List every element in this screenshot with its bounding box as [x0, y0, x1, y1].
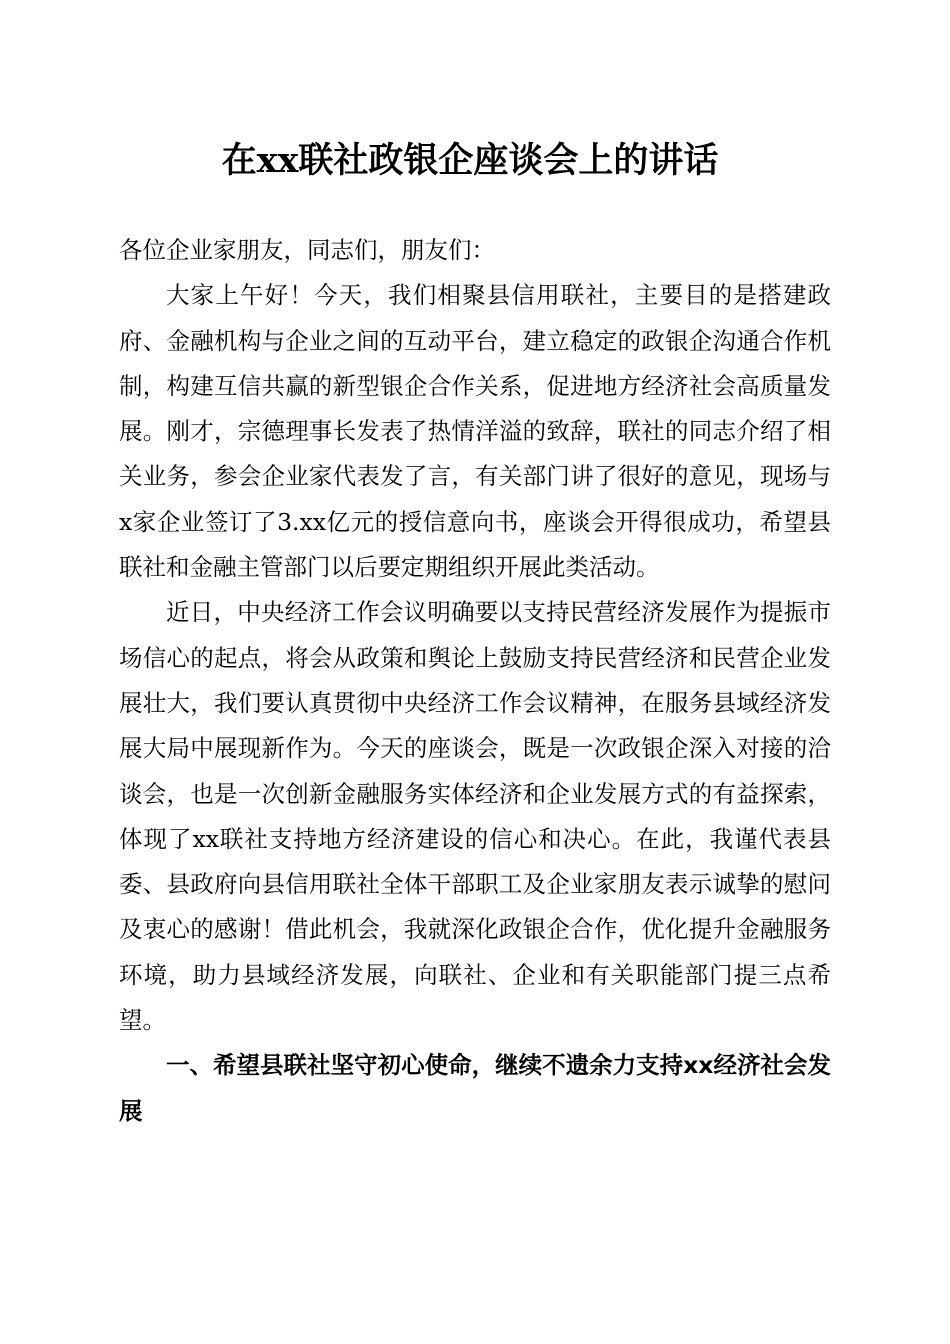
paragraph-opening: 大家上午好！今天，我们相聚县信用联社，主要目的是搭建政府、金融机构与企业之间的互动平台，建立稳定的政银企沟通合作机制，构建互信共赢的新型银企合作关系，促进地方经济社会高质量发展。刚才，宗德理事长发表了热情洋溢的致辞，联社的同志介绍了相关业务，参会企业家代表发了言，有关部门讲了很好的意见，现场与x家企业签订了3.xx亿元的授信意向书，座谈会开得很成功，希望县联社和金融主管部门以后要定期组织开展此类活动。	[119, 281, 831, 582]
salutation: 各位企业家朋友，同志们，朋友们：	[119, 236, 495, 264]
section-heading: 一、希望县联社坚守初心使命，继续不遗余力支持xx经济社会发展	[119, 1051, 831, 1125]
document-title: 在xx联社政银企座谈会上的讲话	[221, 140, 719, 181]
document-body	[119, 228, 831, 1134]
paragraph-context: 近日，中央经济工作会议明确要以支持民营经济发展作为提振市场信心的起点，将会从政策和舆论上鼓励支持民营经济和民营企业发展壮大，我们要认真贯彻中央经济工作会议精神，在服务县域经济发展大局中展现新作为。今天的座谈会，既是一次政银企深入对接的洽谈会，也是一次创新金融服务实体经济和企业发展方式的有益探索，体现了xx联社支持地方经济建设的信心和决心。在此，我谨代表县委、县政府向县信用联社全体干部职工及企业家朋友表示诚挚的慰问及衷心的感谢！借此机会，我就深化政银企合作，优化提升金融服务环境，助力县域经济发展，向联社、企业和有关职能部门提三点希望。	[119, 598, 831, 1035]
